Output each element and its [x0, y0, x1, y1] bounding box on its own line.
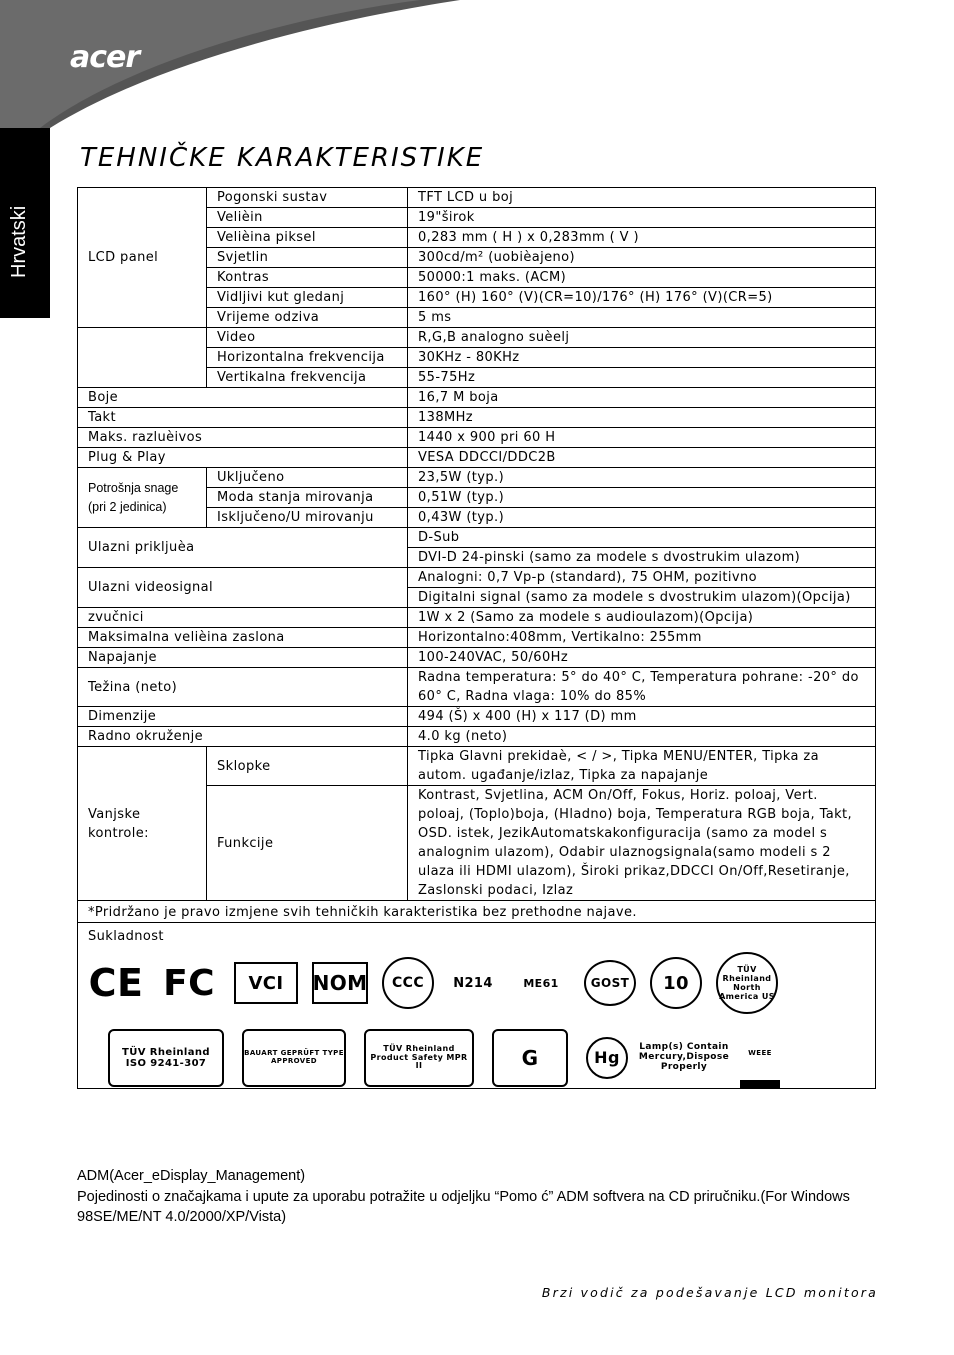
table-row	[78, 747, 876, 786]
spec-cell: VESA DDCCI/DDC2B	[408, 448, 876, 468]
table-row	[78, 328, 876, 348]
table-row	[78, 727, 876, 747]
spec-cell: Svjetlin	[207, 248, 408, 268]
spec-cell: Moda stanja mirovanja	[207, 488, 408, 508]
spec-cell: Velièina piksel	[207, 228, 408, 248]
spec-cell: Ulazni prikljuèa	[78, 528, 408, 568]
spec-cell: Napajanje	[78, 648, 408, 668]
spec-cell: TFT LCD u boj	[408, 188, 876, 208]
spec-cell: 0,283 mm ( H ) x 0,283mm ( V )	[408, 228, 876, 248]
spec-cell: LCD panel	[78, 188, 207, 328]
table-row	[78, 388, 876, 408]
table-row	[78, 428, 876, 448]
certification-logo: CCC	[382, 957, 434, 1009]
spec-cell: 100-240VAC, 50/60Hz	[408, 648, 876, 668]
table-row	[78, 628, 876, 648]
spec-cell: Takt	[78, 408, 408, 428]
spec-cell: Pogonski sustav	[207, 188, 408, 208]
spec-cell: Maksimalna velièina zaslona	[78, 628, 408, 648]
spec-cell: Radna temperatura: 5° do 40° C, Temperatura pohrane: -20° do 60° C, Radna vlaga: 10% do 85%	[408, 668, 876, 707]
adm-text: Pojedinosti o značajkama i upute za uporabu potražite u odjeljku “Pomo ć” ADM softvera na CD priručniku.(For Windows 98SE/ME/NT 4.0/2000/XP/Vista)	[77, 1189, 850, 1225]
spec-cell: Horizontalna frekvencija	[207, 348, 408, 368]
spec-cell: 55-75Hz	[408, 368, 876, 388]
spec-cell: Vidljivi kut gledanj	[207, 288, 408, 308]
logo-row-1	[88, 952, 865, 1014]
certification-logo: ME61	[523, 976, 559, 990]
spec-cell: Radno okruženje	[78, 727, 408, 747]
language-tab-label: Hrvatski	[8, 205, 30, 278]
spec-cell: 16,7 M boja	[408, 388, 876, 408]
spec-cell: Horizontalno:408mm, Vertikalno: 255mm	[408, 628, 876, 648]
table-row	[78, 448, 876, 468]
spec-cell: Digitalni signal (samo za modele s dvostrukim ulazom)(Opcija)	[408, 588, 876, 608]
spec-cell: 5 ms	[408, 308, 876, 328]
certification-logo: TÜV Rheinland North America US	[716, 952, 778, 1014]
spec-cell: Vrijeme odziva	[207, 308, 408, 328]
table-row	[78, 648, 876, 668]
spec-cell: Funkcije	[207, 786, 408, 901]
table-row	[78, 608, 876, 628]
spec-cell	[78, 923, 876, 1089]
spec-cell: Vertikalna frekvencija	[207, 368, 408, 388]
spec-table	[77, 187, 876, 1089]
spec-cell: Tipka Glavni prekidaè, < / >, Tipka MENU/ENTER, Tipka za autom. ugađanje/izlaz, Tipka za napajanje	[408, 747, 876, 786]
certification-logo: 10	[650, 957, 702, 1009]
spec-cell: 30KHz - 80KHz	[408, 348, 876, 368]
spec-cell: Plug & Play	[78, 448, 408, 468]
table-row	[78, 901, 876, 923]
spec-cell: 1440 x 900 pri 60 H	[408, 428, 876, 448]
spec-cell: Uključeno	[207, 468, 408, 488]
spec-cell: Boje	[78, 388, 408, 408]
certification-logo: Lamp(s) Contain Mercury,Dispose Properly	[638, 1042, 730, 1072]
table-row	[78, 468, 876, 488]
spec-cell: Velièin	[207, 208, 408, 228]
spec-cell: DVI-D 24-pinski (samo za modele s dvostrukim ulazom)	[408, 548, 876, 568]
table-row	[78, 408, 876, 428]
table-row	[78, 188, 876, 208]
spec-cell: 1W x 2 (Samo za modele s audioulazom)(Opcija)	[408, 608, 876, 628]
table-row	[78, 668, 876, 707]
spec-cell: *Pridržano je pravo izmjene svih tehničkih karakteristika bez prethodne najave.	[78, 901, 876, 923]
certification-logo: WEEE	[740, 1028, 780, 1088]
spec-cell: Sklopke	[207, 747, 408, 786]
spec-cell: D-Sub	[408, 528, 876, 548]
certification-logo: VCI	[234, 962, 298, 1004]
spec-cell: Dimenzije	[78, 707, 408, 727]
certification-logo: GOST	[584, 960, 636, 1006]
spec-cell: R,G,B analogno suèelj	[408, 328, 876, 348]
table-row	[78, 568, 876, 588]
spec-cell: 494 (Š) x 400 (H) x 117 (D) mm	[408, 707, 876, 727]
certification-logo: TÜV Rheinland Product Safety MPR II	[364, 1029, 474, 1087]
spec-cell: 50000:1 maks. (ACM)	[408, 268, 876, 288]
table-row	[78, 707, 876, 727]
spec-cell: zvučnici	[78, 608, 408, 628]
acer-logo: acer	[70, 40, 140, 75]
adm-title: ADM(Acer_eDisplay_Management)	[77, 1168, 306, 1184]
logo-row-2	[108, 1028, 865, 1088]
header-band	[0, 0, 954, 140]
page-title: TEHNIČKE KARAKTERISTIKE	[80, 143, 485, 173]
spec-cell: 23,5W (typ.)	[408, 468, 876, 488]
spec-cell: 0,51W (typ.)	[408, 488, 876, 508]
certification-logo: BAUART GEPRÜFT TYPE APPROVED	[242, 1029, 346, 1087]
page-caption: Brzi vodič za podešavanje LCD monitora	[541, 1285, 878, 1300]
spec-cell: 0,43W (typ.)	[408, 508, 876, 528]
compliance-label: Sukladnost	[88, 929, 164, 944]
spec-cell: Maks. razluèivos	[78, 428, 408, 448]
spec-cell: Isključeno/U mirovanju	[207, 508, 408, 528]
spec-cell: 4.0 kg (neto)	[408, 727, 876, 747]
spec-cell: Potrošnja snage (pri 2 jedinica)	[78, 468, 207, 528]
spec-cell: Težina (neto)	[78, 668, 408, 707]
certification-logo: FC	[163, 962, 215, 1004]
table-row	[78, 528, 876, 548]
spec-cell: Ulazni videosignal	[78, 568, 408, 608]
spec-cell: Video	[207, 328, 408, 348]
certification-logo: NOM	[312, 962, 368, 1004]
spec-cell: 160° (H) 160° (V)(CR=10)/176° (H) 176° (V)(CR=5)	[408, 288, 876, 308]
spec-cell	[78, 328, 207, 388]
spec-cell: 19"širok	[408, 208, 876, 228]
spec-cell: Kontras	[207, 268, 408, 288]
table-row	[78, 923, 876, 1089]
spec-cell: Kontrast, Svjetlina, ACM On/Off, Fokus, Horiz. poloaj, Vert. poloaj, (Toplo)boja, (Hladno) boja, Temperatura RGB boja, Takt, OSD. istek, JezikAutomatskakonfiguracija (samo za model s analognim ulazom), Odabir ulaznogsignala(samo modeli s 2 ulaza ili HDMI ulazom), Široki prikaz,DDCCI On/Off,Resetiranje, Zaslonski podaci, Izlaz	[408, 786, 876, 901]
certification-logo: TÜV Rheinland ISO 9241-307	[108, 1029, 224, 1087]
certification-logo: G	[492, 1029, 568, 1087]
spec-cell: 300cd/m² (uobièajeno)	[408, 248, 876, 268]
certification-logo: N214	[453, 975, 493, 991]
spec-cell: Analogni: 0,7 Vp-p (standard), 75 OHM, pozitivno	[408, 568, 876, 588]
language-tab	[0, 128, 50, 318]
spec-cell: 138MHz	[408, 408, 876, 428]
certification-logo: Hg	[586, 1037, 628, 1079]
spec-cell: Vanjske kontrole:	[78, 747, 207, 901]
certification-logo: CE	[88, 960, 144, 1005]
